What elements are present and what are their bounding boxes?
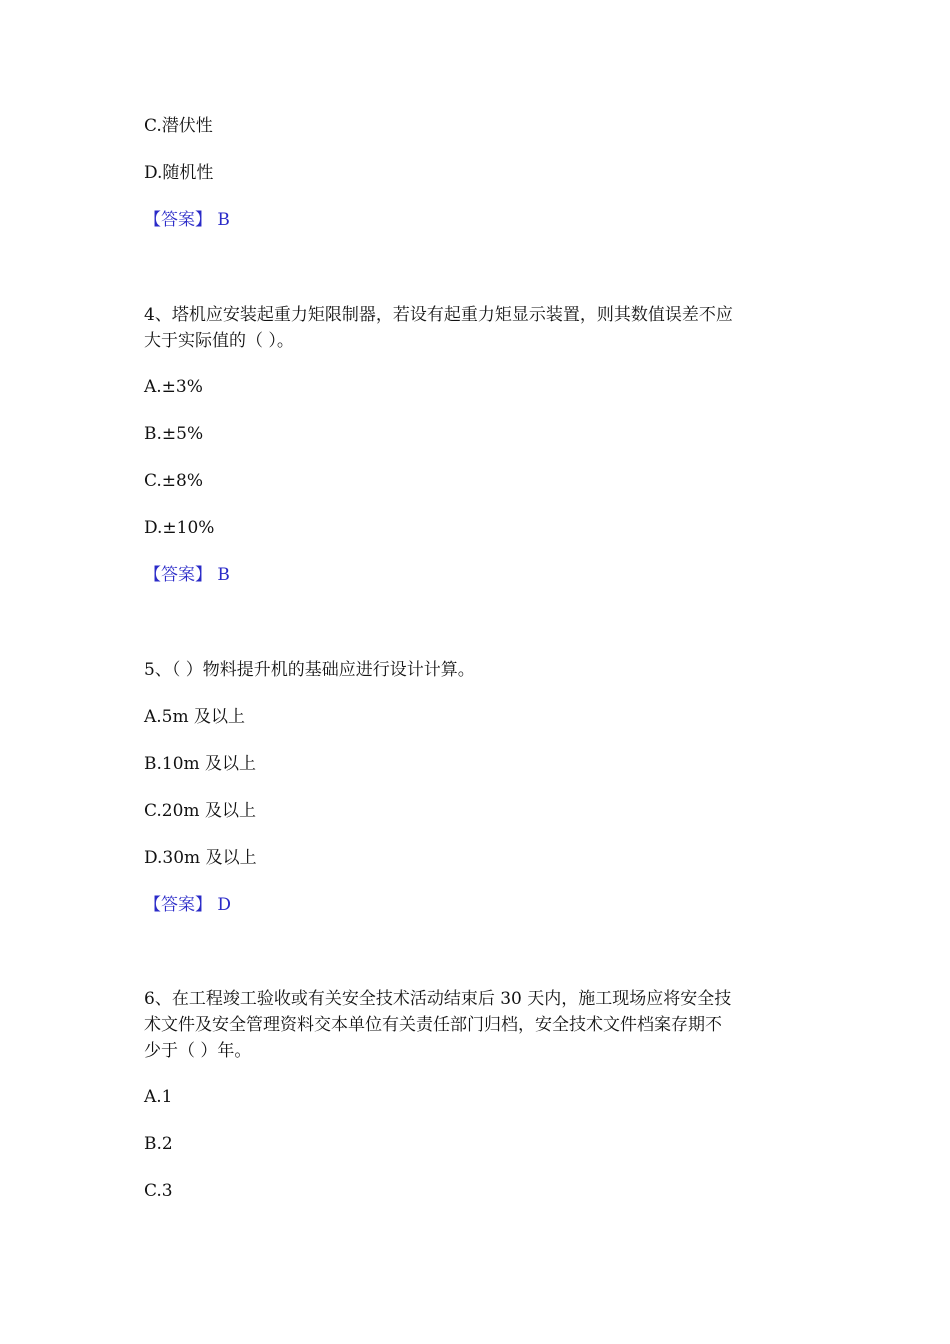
option-c: C.20m 及以上 [144, 801, 256, 821]
answer-label: 【答案】 B [144, 210, 230, 230]
question-stem-line: 少于（ ）年。 [144, 1041, 252, 1061]
option-c: C.±8% [144, 471, 204, 491]
answer-label: 【答案】 B [144, 565, 230, 585]
option-d: D.30m 及以上 [144, 848, 257, 868]
option-b: B.10m 及以上 [144, 754, 257, 774]
question-stem-line: 术文件及安全管理资料交本单位有关责任部门归档，安全技术文件档案存期不 [144, 1015, 722, 1035]
question-stem-line: 4、塔机应安装起重力矩限制器，若设有起重力矩显示装置，则其数值误差不应 [144, 305, 733, 325]
question-stem-line: 5、（ ）物料提升机的基础应进行设计计算。 [144, 660, 475, 680]
option-d: D.±10% [144, 518, 215, 538]
option-c: C.潜伏性 [144, 116, 213, 136]
question-stem-line: 大于实际值的（ ）。 [144, 331, 294, 351]
option-b: B.2 [144, 1134, 173, 1154]
option-a: A.±3% [144, 377, 203, 397]
option-d: D.随机性 [144, 163, 214, 183]
answer-label: 【答案】 D [144, 895, 232, 915]
question-stem-line: 6、在工程竣工验收或有关安全技术活动结束后 30 天内，施工现场应将安全技 [144, 989, 732, 1009]
option-b: B.±5% [144, 424, 204, 444]
option-a: A.1 [144, 1087, 173, 1107]
option-a: A.5m 及以上 [144, 707, 246, 727]
option-c: C.3 [144, 1181, 173, 1201]
